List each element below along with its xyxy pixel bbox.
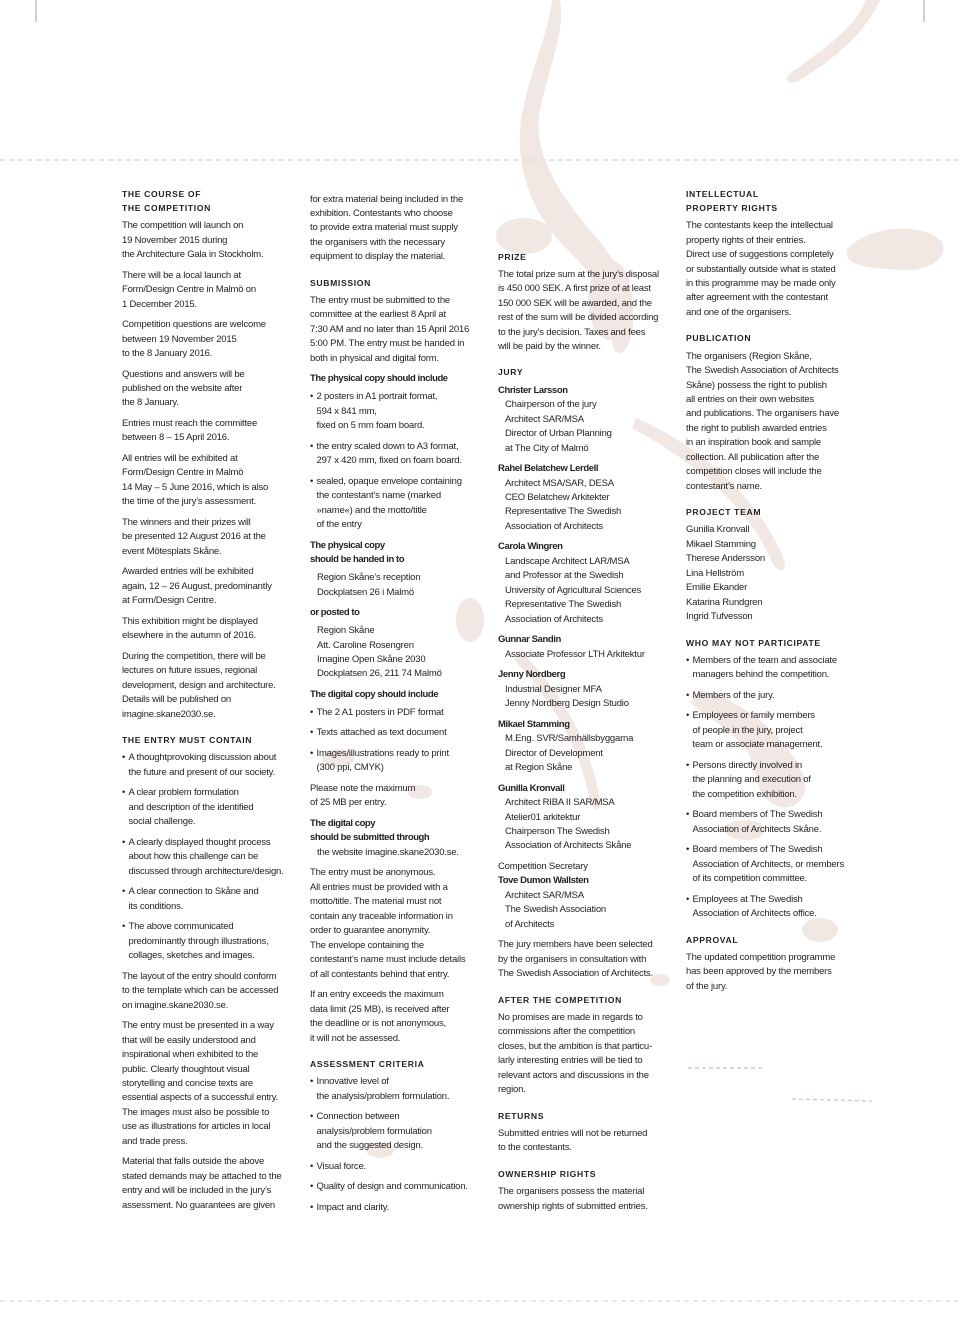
paragraph: If an entry exceeds the maximum data limit (25 MB), is received after the deadline or is not anonymous, it will not be assessed. [310, 989, 450, 1044]
entry-requirements-list [122, 751, 302, 963]
list-item: • Innovative level of the analysis/problem formulation. [310, 1075, 490, 1104]
section-heading-submission: SUBMISSION [310, 277, 371, 288]
list-item: • Quality of design and communication. [310, 1180, 490, 1194]
paragraph: Questions and answers will be published on the website after the 8 January. [122, 368, 245, 409]
paragraph: The updated competition programme has been approved by the members of the jury. [686, 951, 836, 992]
list-item: • Persons directly involved in the planning and execution of the competition exhibition. [686, 759, 866, 802]
subheading-digital-copy-submit: The digital copy should be submitted through [310, 818, 430, 844]
crop-marks [36, 0, 924, 22]
team-member: Lina Hellström [686, 567, 744, 579]
subheading-digital-copy-include: The digital copy should include [310, 688, 439, 700]
jury-member-name: Gunnar Sandin [498, 634, 561, 646]
submission-website: the website imagine.skane2030.se. [317, 846, 459, 858]
list-item: • sealed, opaque envelope containing the contestant’s name (marked »name«) and the motto/title of the entry [310, 475, 490, 533]
paragraph: Submitted entries will not be returned to the contestants. [498, 1127, 648, 1154]
subheading-physical-copy-hand-in: The physical copy should be handed in to [310, 539, 405, 566]
list-item: • 2 posters in A1 portrait format, 594 x 841 mm, fixed on 5 mm foam board. [310, 390, 490, 433]
team-member: Ingrid Tufvesson [686, 611, 753, 623]
column-1 [122, 187, 302, 1220]
list-item: • A clearly displayed thought process about how this challenge can be discussed through architecture/design. [122, 836, 302, 879]
jury-member-name: Gunilla Kronvall [498, 782, 565, 794]
list-item: • The above communicated predominantly through illustrations, collages, sketches and images. [122, 920, 302, 963]
list-item: • Visual force. [310, 1160, 490, 1174]
paragraph: Material that falls outside the above stated demands may be attached to the entry and will be included in the jury’s assessment. No guarantees are given [122, 1156, 282, 1211]
splatter-dash-mark [792, 1099, 872, 1101]
jury-member-details: Architect RIBA II SAR/MSA Atelier01 arkitektur Chairperson The Swedish Association of Architects Skåne [505, 797, 632, 852]
paragraph: The total prize sum at the jury’s disposal is 450 000 SEK. A first prize of at least 150 000 SEK will be awarded, and the rest of the sum will be divided according to the jury’s decision. Taxes and fees will be paid by the winner. [498, 268, 659, 353]
section-heading-who-may-not-participate: WHO MAY NOT PARTICIPATE [686, 637, 821, 648]
secretary-role: Competition Secretary [498, 860, 588, 872]
subheading-posted-to: or posted to [310, 607, 360, 619]
jury-member-details: Industrial Designer MFA Jenny Nordberg Design Studio [505, 683, 629, 710]
team-member: Gunilla Kronvall [686, 524, 750, 536]
list-item: • the entry scaled down to A3 format, 297 x 420 mm, fixed on foam board. [310, 440, 490, 469]
jury-member-name: Jenny Nordberg [498, 669, 566, 681]
jury-member-details: M.Eng. SVR/Samhällsbyggarna Director of Development at Region Skåne [505, 733, 634, 774]
postal-address: Region Skåne Att. Caroline Rosengren Imagine Open Skåne 2030 Dockplatsen 26, 211 74 Malmö [317, 625, 442, 680]
paragraph: for extra material being included in the exhibition. Contestants who choose to provide extra material must supply the organisers with the necessary equipment to display the material. [310, 193, 464, 263]
jury-member-details: Landscape Architect LAR/MSA and Professor at the Swedish University of Agricultural Sciences Representative The Swedish Association of Architects [505, 555, 642, 625]
section-heading-jury: JURY [498, 367, 524, 378]
list-item: • Impact and clarity. [310, 1201, 490, 1215]
team-member: Therese Andersson [686, 553, 765, 565]
paragraph: The entry must be presented in a way that will be easily understood and inspirational when exhibited to the public. Clearly thoughtout visual storytelling and concise texts are essential aspects of a successful entry. The images must also be possible to use as illustrations for articles in local and trade press. [122, 1020, 279, 1147]
list-item: • Board members of The Swedish Association of Architects Skåne. [686, 808, 866, 837]
assessment-criteria-list [310, 1075, 490, 1215]
subheading-physical-copy-include: The physical copy should include [310, 373, 448, 385]
list-item: • Images/illustrations ready to print (300 ppi, CMYK) [310, 747, 490, 776]
section-heading-approval: APPROVAL [686, 934, 739, 945]
paragraph: The organisers (Region Skåne, The Swedish Association of Architects Skåne) possess the right to publish all entries on their own websites and publications. The organisers have the right to publish awarded entries in an inspiration book and sample collection. All publication after the competition closes will include the contestant’s name. [686, 350, 839, 492]
jury-member [498, 540, 678, 627]
paragraph: The organisers possess the material ownership rights of submitted entries. [498, 1186, 648, 1212]
section-heading-publication: PUBLICATION [686, 333, 752, 344]
section-heading-entry-must-contain: THE ENTRY MUST CONTAIN [122, 735, 253, 746]
section-heading-course-of-competition: THE COURSE OF THE COMPETITION [122, 188, 212, 213]
column-2 [310, 193, 490, 1222]
section-heading-assessment-criteria: ASSESSMENT CRITERIA [310, 1058, 425, 1069]
jury-member [498, 718, 678, 776]
paragraph: The competition will launch on 19 November 2015 during the Architecture Gala in Stockholm. [122, 220, 264, 261]
paragraph: Entries must reach the committee between 8 – 15 April 2016. [122, 418, 258, 444]
paragraph: Competition questions are welcome between 19 November 2015 to the 8 January 2016. [122, 319, 266, 360]
competition-secretary [498, 860, 678, 932]
section-heading-after-competition: AFTER THE COMPETITION [498, 994, 622, 1005]
not-participate-list [686, 654, 866, 922]
section-heading-ownership-rights: OWNERSHIP RIGHTS [498, 1168, 597, 1179]
list-item: • Members of the team and associate managers behind the competition. [686, 654, 866, 683]
paragraph: The entry must be anonymous. All entries must be provided with a motto/title. The material must not contain any traceable information in order to guarantee anonymity. The envelope containing the contestant’s name must include details of all contestants behind that entry. [310, 867, 466, 980]
jury-member [498, 668, 678, 711]
paragraph: The layout of the entry should conform to the template which can be accessed on imagine.skane2030.se. [122, 970, 279, 1011]
hand-in-address: Region Skåne’s reception Dockplatsen 26 i Malmö [317, 572, 421, 598]
jury-member-name: Carola Wingren [498, 541, 563, 553]
team-member: Emilie Ekander [686, 582, 748, 594]
list-item: • Employees at The Swedish Association of Architects office. [686, 893, 866, 922]
team-member: Mikael Stamming [686, 538, 756, 550]
paragraph: The jury members have been selected by the organisers in consultation with The Swedish Association of Architects. [498, 939, 654, 980]
list-item: • Members of the jury. [686, 689, 866, 703]
splatter-streak-top-right [787, 0, 880, 83]
project-team-list [686, 523, 866, 624]
section-heading-prize: PRIZE [498, 251, 527, 262]
secretary-details: Architect SAR/MSA The Swedish Association of Architects [505, 889, 607, 930]
list-item: • Connection between analysis/problem formulation and the suggested design. [310, 1110, 490, 1153]
paragraph: There will be a local launch at Form/Design Centre in Malmö on 1 December 2015. [122, 269, 256, 310]
section-heading-project-team: PROJECT TEAM [686, 507, 762, 518]
paragraph: All entries will be exhibited at Form/Design Centre in Malmö 14 May – 5 June 2016, which is also the time of the jury’s assessment. [122, 453, 269, 508]
paragraph: Please note the maximum of 25 MB per entry. [310, 783, 416, 809]
paragraph: No promises are made in regards to commissions after the competition closes, but the ambition is that particu- larly interesting entries will be tied to relevant actors and discussions in the region. [498, 1011, 652, 1096]
list-item: • Texts attached as text document [310, 726, 490, 740]
team-member: Katarina Rundgren [686, 596, 763, 608]
jury-member [498, 384, 678, 456]
paragraph: The entry must be submitted to the committee at the earliest 8 April at 7:30 AM and no later than 15 April 2016 5:00 PM. The entry must be handed in both in physical and digital form. [310, 295, 470, 364]
jury-member [498, 462, 678, 534]
list-item: • The 2 A1 posters in PDF format [310, 706, 490, 720]
jury-member-name: Mikael Stamming [498, 718, 570, 730]
list-item: • A clear problem formulation and description of the identified social challenge. [122, 786, 302, 829]
list-item: • Board members of The Swedish Association of Architects, or members of its competition committee. [686, 843, 866, 886]
column-4 [686, 187, 866, 1001]
list-item: • A thoughtprovoking discussion about the future and present of our society. [122, 751, 302, 780]
jury-member-details: Architect MSA/SAR, DESA CEO Belatchew Arkitekter Representative The Swedish Association of Architects [505, 477, 622, 532]
secretary-name: Tove Dumon Wallsten [498, 875, 589, 887]
physical-copy-list [310, 390, 490, 532]
section-heading-returns: RETURNS [498, 1110, 545, 1121]
section-heading-intellectual-property: INTELLECTUAL PROPERTY RIGHTS [686, 188, 778, 213]
jury-member-details: Chairperson of the jury Architect SAR/MSA Director of Urban Planning at The City of Malmö [505, 399, 612, 454]
list-item: • A clear connection to Skåne and its conditions. [122, 885, 302, 914]
jury-member-details: Associate Professor LTH Arkitektur [505, 648, 645, 660]
jury-member [498, 782, 678, 854]
column-3 [498, 250, 678, 1221]
paragraph: During the competition, there will be lectures on future issues, regional development, design and architecture. Details will be published on imagine.skane2030.se. [122, 650, 276, 720]
jury-member-name: Rahel Belatchew Lerdell [498, 463, 599, 475]
jury-member [498, 633, 678, 662]
list-item: • Employees or family members of people in the jury, project team or associate management. [686, 709, 866, 752]
paragraph: Awarded entries will be exhibited again, 12 – 26 August, predominantly at Form/Design Centre. [122, 566, 272, 607]
digital-copy-list [310, 706, 490, 776]
paragraph: This exhibition might be displayed elsewhere in the autumn of 2016. [122, 615, 258, 642]
jury-member-name: Christer Larsson [498, 384, 568, 396]
paragraph: The contestants keep the intellectual property rights of their entries. Direct use of suggestions completely or substantially outside what is stated in this programme may be made only after agreement with the contestant and one of the organisers. [686, 220, 836, 318]
paragraph: The winners and their prizes will be presented 12 August 2016 at the event Mötesplats Skåne. [122, 516, 266, 557]
